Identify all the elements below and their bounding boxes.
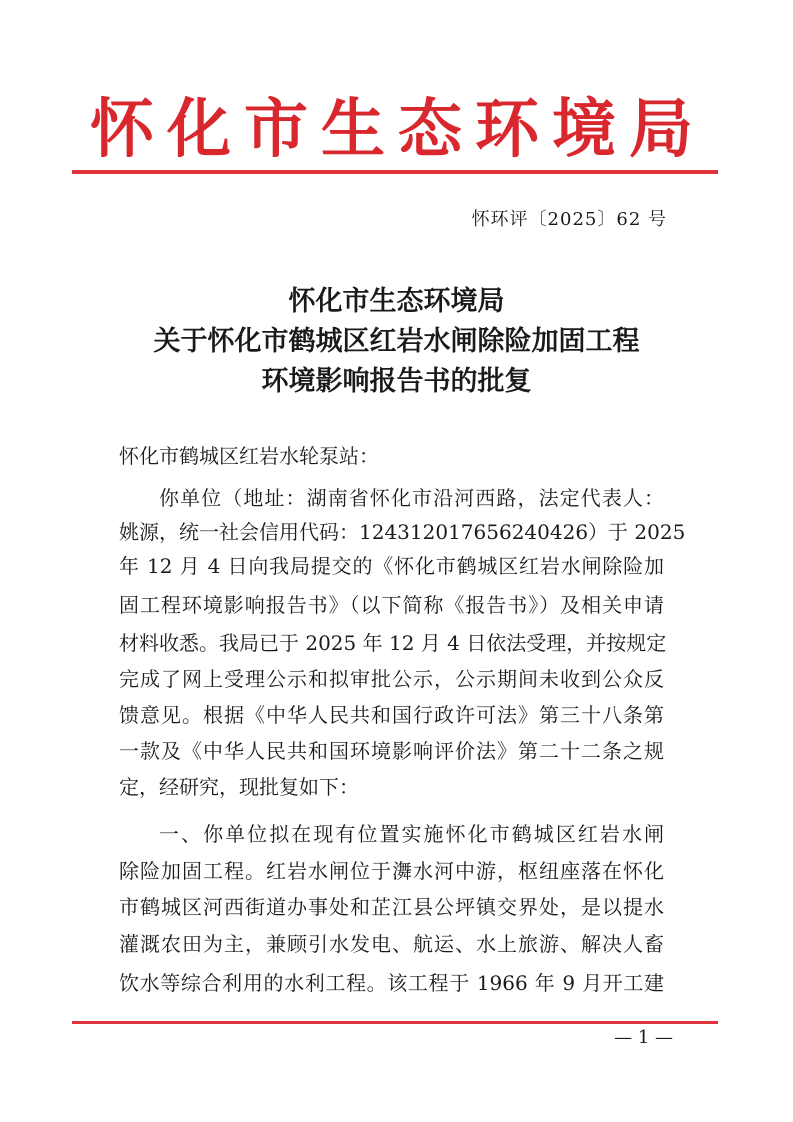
body-line: 固工程环境影响报告书》（以下简称《报告书》）及相关申请 (119, 593, 664, 617)
body-line: 饮水等综合利用的水利工程。该工程于 1966 年 9 月开工建 (119, 971, 664, 995)
body-line: 馈意见。根据《中华人民共和国行政许可法》第三十八条第 (119, 703, 664, 727)
body-line: 一、你单位拟在现有位置实施怀化市鹤城区红岩水闸 (159, 822, 664, 846)
document-number: 怀环评〔2025〕62 号 (471, 209, 667, 230)
page-number: — 1 — (614, 1027, 673, 1048)
title-line-2: 关于怀化市鹤城区红岩水闸除险加固工程 (153, 326, 640, 357)
body-line: 一款及《中华人民共和国环境影响评价法》第二十二条之规 (119, 739, 664, 763)
body-line: 定，经研究，现批复如下： (119, 775, 359, 799)
body-line: 完成了网上受理公示和拟审批公示，公示期间未收到公众反 (119, 667, 664, 691)
body-line: 市鹤城区河西街道办事处和芷江县公坪镇交界处，是以提水 (119, 895, 664, 919)
footer-red-rule (72, 1021, 718, 1024)
header-red-rule (72, 170, 718, 174)
body-line: 年 12 月 4 日向我局提交的《怀化市鹤城区红岩水闸除险加 (119, 554, 664, 578)
document-title (80, 282, 713, 402)
title-line-3: 环境影响报告书的批复 (261, 366, 532, 397)
title-line-1: 怀化市生态环境局 (288, 286, 505, 317)
body-line: 姚源，统一社会信用代码：124312017656240426）于 2025 (119, 520, 686, 544)
body-line: 材料收悉。我局已于 2025 年 12 月 4 日依法受理，并按规定 (119, 631, 667, 655)
body-line: 你单位（地址：湖南省怀化市沿河西路，法定代表人： (159, 486, 664, 510)
recipient-line: 怀化市鹤城区红岩水轮泵站： (119, 444, 379, 468)
body-line: 除险加固工程。红岩水闸位于㵲水河中游，枢纽座落在怀化 (119, 859, 664, 883)
body-line: 灌溉农田为主，兼顾引水发电、航运、水上旅游、解决人畜 (119, 932, 664, 956)
org-header-title: 怀化市生态环境局 (90, 92, 706, 167)
